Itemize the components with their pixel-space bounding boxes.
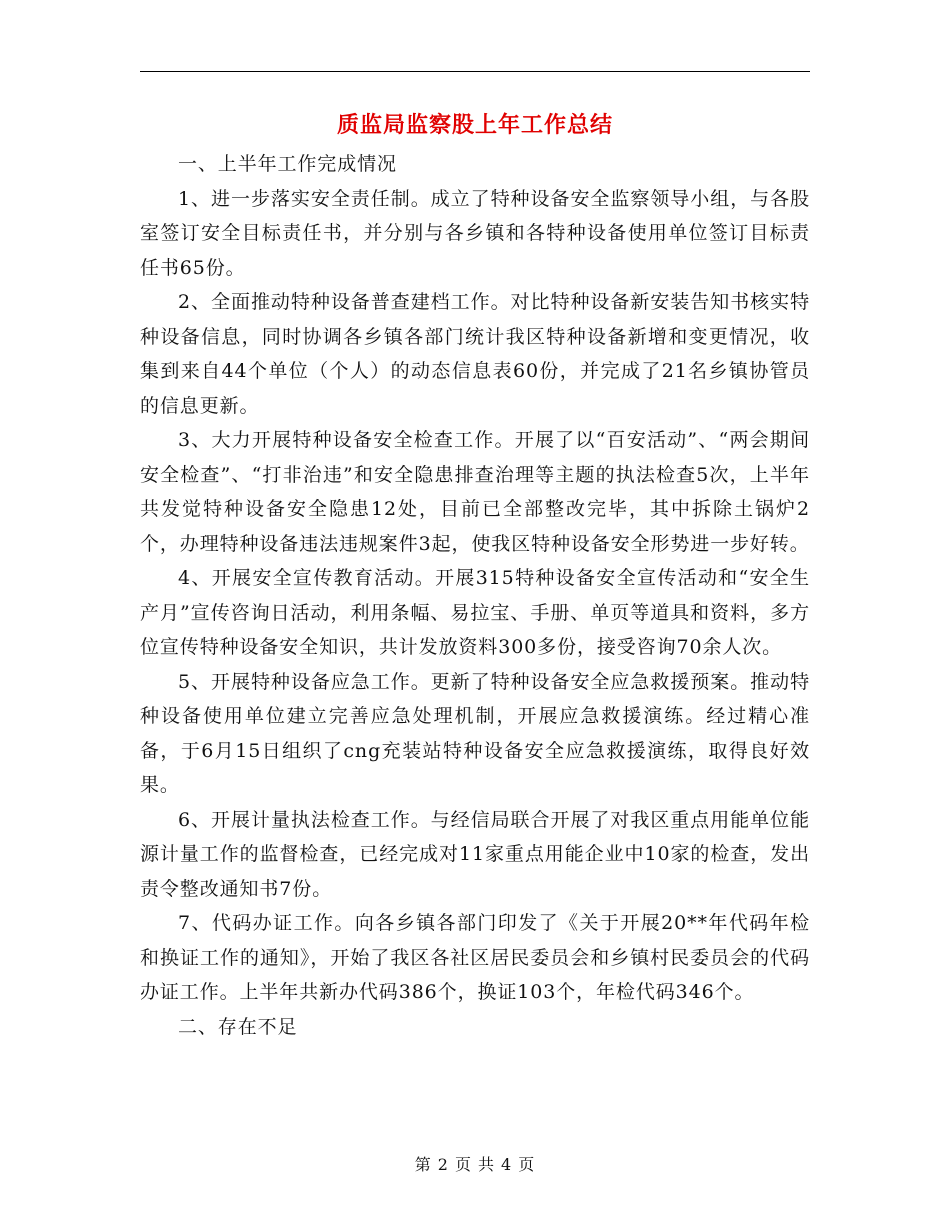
paragraph-item-7: 7、代码办证工作。向各乡镇各部门印发了《关于开展20**年代码年检和换证工作的通知》，开始了我区各社区居民委员会和乡镇村民委员会的代码办证工作。上半年共新办代码386个，换证103个，年检代码346个。 [140,912,810,1003]
paragraph-item-4: 4、开展安全宣传教育活动。开展315特种设备安全宣传活动和“安全生产月”宣传咨询日活动，利用条幅、易拉宝、手册、单页等道具和资料，多方位宣传特种设备安全知识，共计发放资料300多份，接受咨询70余人次。 [140,567,810,658]
footer-middle: 页 共 [454,1155,496,1174]
section-heading-1: 一、上半年工作完成情况 [178,153,397,175]
section-heading-2: 二、存在不足 [178,1015,298,1038]
footer-suffix: 页 [518,1155,536,1174]
paragraph-item-6: 6、开展计量执法检查工作。与经信局联合开展了对我区重点用能单位能源计量工作的监督检查，已经完成对11家重点用能企业中10家的检查，发出责令整改通知书7份。 [140,808,810,900]
paragraph-item-3: 3、大力开展特种设备安全检查工作。开展了以“百安活动”、“两会期间安全检查”、“打非治违”和安全隐患排查治理等主题的执法检查5次，上半年共发觉特种设备安全隐患12处，目前已全部整改完毕，其中拆除土锅炉2个，办理特种设备违法违规案件3起，使我区特种设备安全形势进一步好转。 [140,429,810,555]
document-body [140,147,810,1044]
page-number-footer [0,1152,950,1175]
paragraph-item-2: 2、全面推动特种设备普查建档工作。对比特种设备新安装告知书核实特种设备信息，同时协调各乡镇各部门统计我区特种设备新增和变更情况，收集到来自44个单位（个人）的动态信息表60份，并完成了21名乡镇协管员的信息更新。 [140,291,810,417]
paragraph-item-5: 5、开展特种设备应急工作。更新了特种设备安全应急救援预案。推动特种设备使用单位建立完善应急处理机制，开展应急救援演练。经过精心准备，于6月15日组织了cng充装站特种设备安全应急救援演练，取得良好效果。 [140,670,810,796]
total-pages-number: 4 [501,1155,513,1174]
document-title: 质监局监察股上年工作总结 [336,112,613,138]
header-rule [140,71,810,72]
current-page-number: 2 [437,1155,449,1174]
footer-prefix: 第 [414,1155,432,1174]
paragraph-item-1: 1、进一步落实安全责任制。成立了特种设备安全监察领导小组，与各股室签订安全目标责任书，并分别与各乡镇和各特种设备使用单位签订目标责任书65份。 [140,187,810,279]
